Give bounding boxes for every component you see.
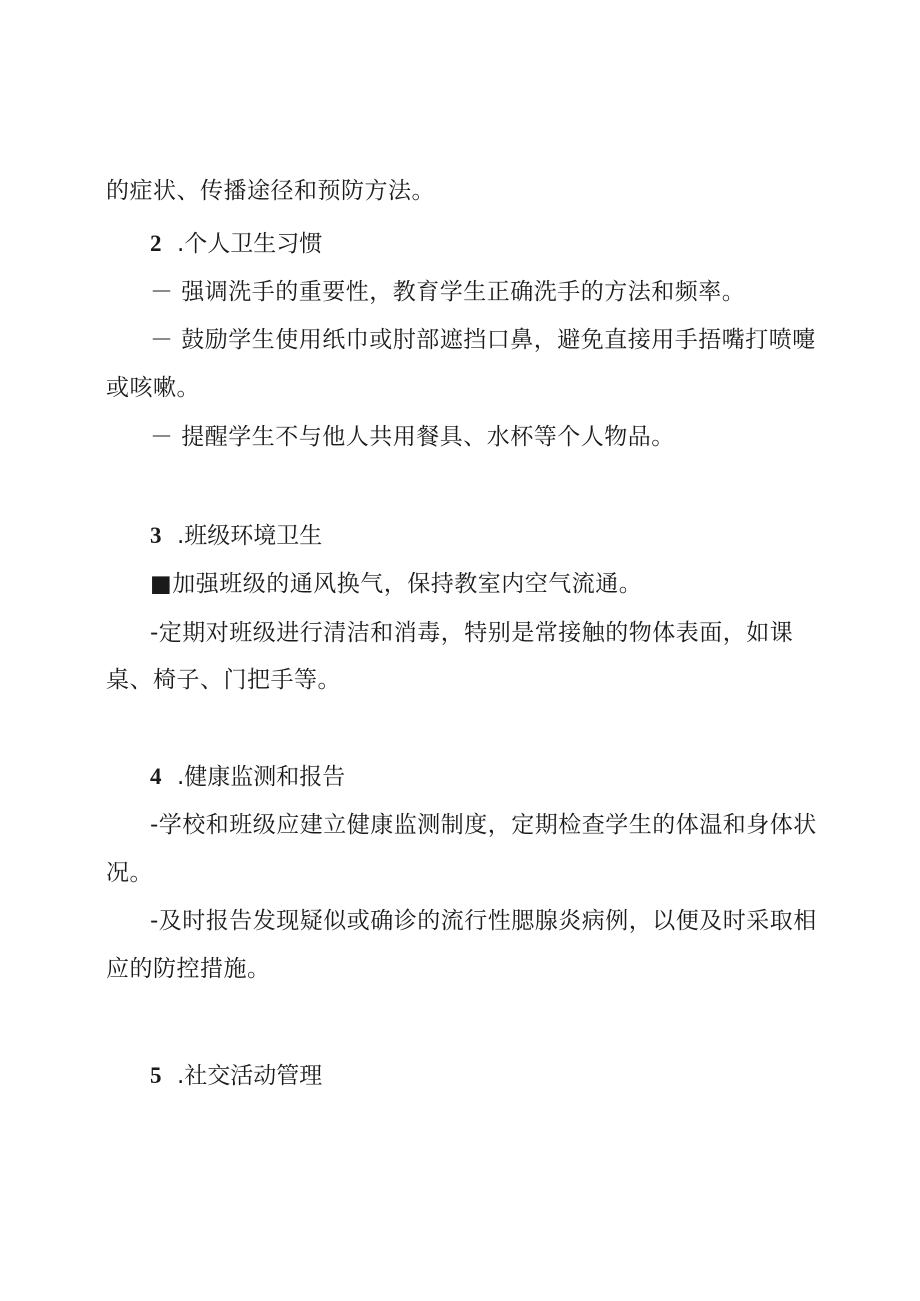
section-3-item-2-continuation: 桌、椅子、门把手等。: [106, 667, 341, 693]
section-4-item-1-continuation: 况。: [106, 860, 153, 886]
section-3-item-1: ■加强班级的通风换气，保持教室内空气流通。: [150, 571, 643, 597]
section-5-number: 5: [150, 1063, 162, 1088]
section-2-item-2-continuation: 或咳嗽。: [106, 375, 200, 401]
intro-continuation-text: 的症状、传播途径和预防方法。: [106, 178, 435, 204]
section-3-title: .班级环境卫生: [177, 523, 323, 549]
section-4-item-2: -及时报告发现疑似或确诊的流行性腮腺炎病例，以便及时采取相: [150, 908, 817, 934]
section-3-item-2: -定期对班级进行清洁和消毒，特别是常接触的物体表面，如课: [150, 620, 794, 646]
section-4-item-2-continuation: 应的防控措施。: [106, 956, 271, 982]
section-2-number: 2: [150, 231, 162, 256]
section-2-title: .个人卫生习惯: [177, 231, 323, 257]
section-2-item-3: － 提醒学生不与他人共用餐具、水杯等个人物品。: [150, 424, 675, 450]
section-2-item-1: － 强调洗手的重要性，教育学生正确洗手的方法和频率。: [150, 279, 746, 305]
section-3-heading: [150, 521, 322, 551]
section-5-title: .社交活动管理: [177, 1063, 323, 1089]
section-5-heading: [150, 1061, 322, 1091]
section-4-item-1: -学校和班级应建立健康监测制度，定期检查学生的体温和身体状: [150, 812, 817, 838]
section-2-heading: [150, 229, 322, 259]
section-3-number: 3: [150, 523, 162, 548]
section-4-title: .健康监测和报告: [177, 764, 346, 790]
section-4-heading: [150, 762, 345, 792]
section-4-number: 4: [150, 764, 162, 789]
section-2-item-2: － 鼓励学生使用纸巾或肘部遮挡口鼻，避免直接用手捂嘴打喷嚏: [150, 327, 816, 353]
